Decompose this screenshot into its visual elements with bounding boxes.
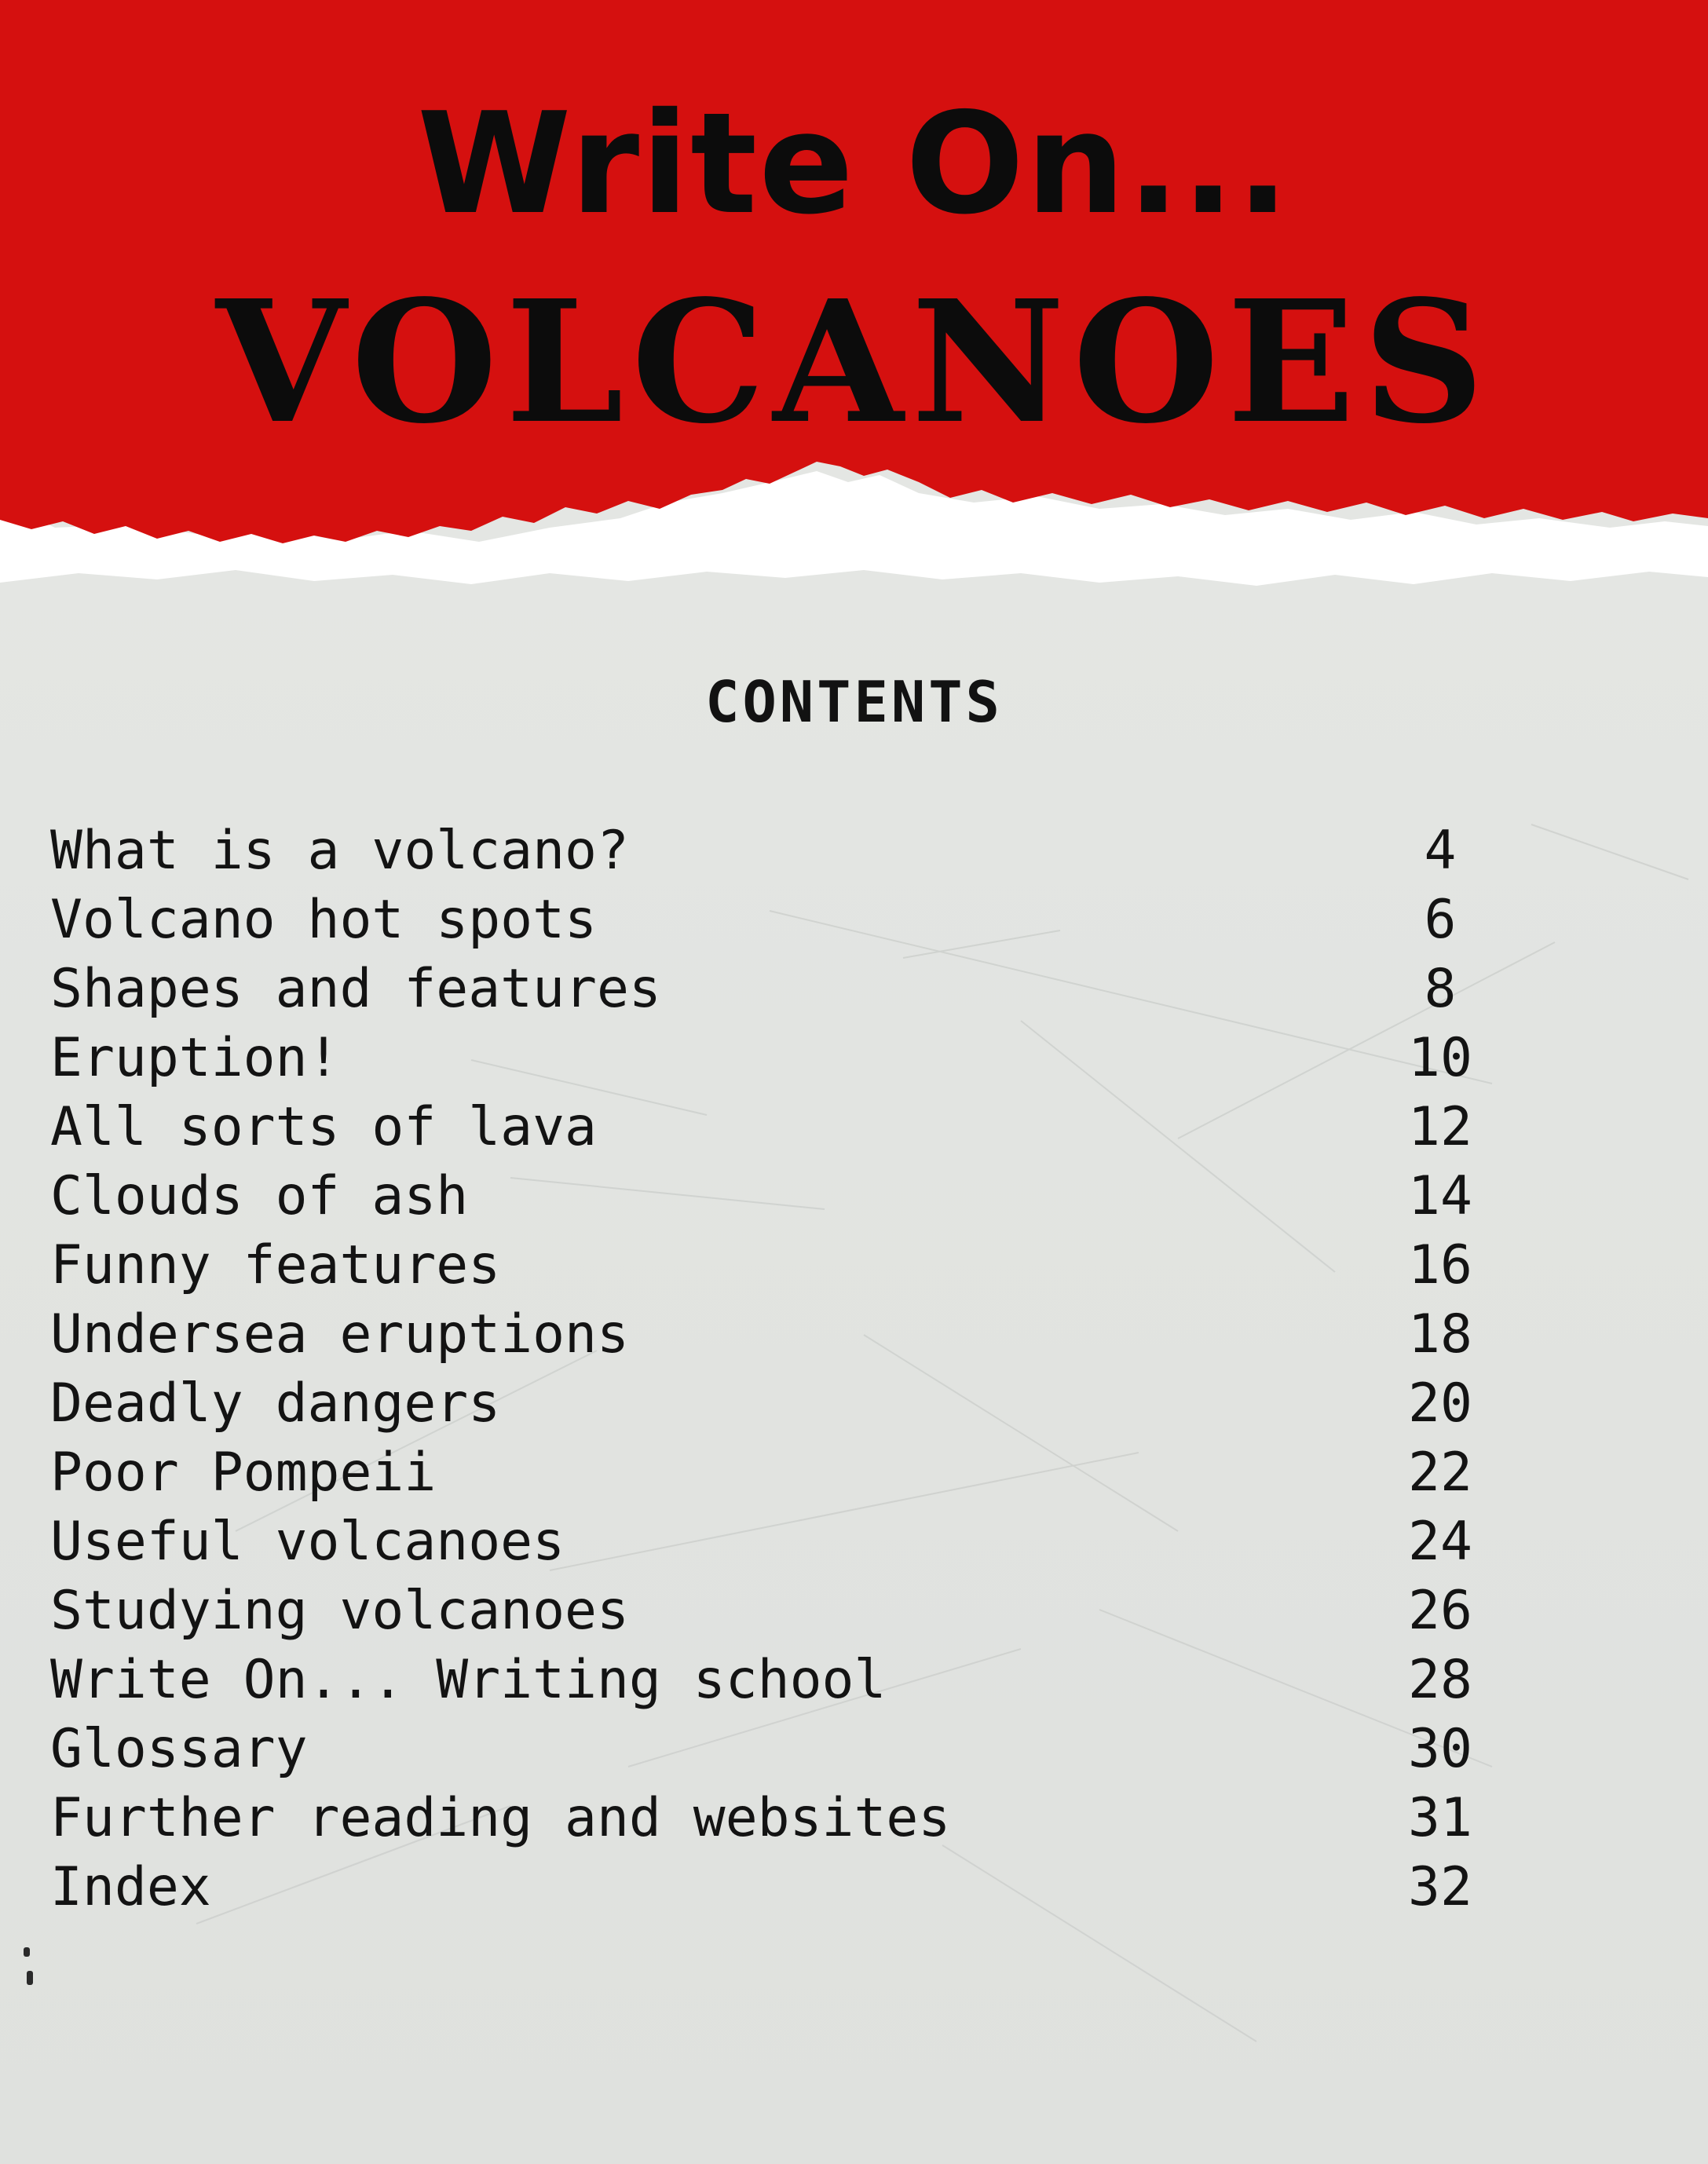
toc-entry-title: Clouds of ash: [50, 1165, 469, 1227]
toc-entry-title: Deadly dangers: [50, 1373, 501, 1435]
toc-entry-title: Undersea eruptions: [50, 1303, 629, 1365]
toc-entry-title: Useful volcanoes: [50, 1511, 565, 1573]
toc-entry-page: 20: [1408, 1373, 1472, 1435]
toc-entry-title: Volcano hot spots: [50, 889, 597, 951]
toc-entry-title: Shapes and features: [50, 958, 661, 1020]
table-of-contents: [50, 817, 1487, 1922]
toc-entry: [50, 817, 1487, 886]
toc-entry-title: Write On... Writing school: [50, 1649, 887, 1711]
toc-entry-title: Funny features: [50, 1234, 501, 1296]
binding-mark: [27, 1971, 33, 1985]
toc-entry-title: Glossary: [50, 1718, 308, 1780]
toc-entry: [50, 1438, 1487, 1508]
toc-entry-title: Studying volcanoes: [50, 1580, 629, 1642]
toc-entry-page: 24: [1408, 1511, 1472, 1573]
toc-entry-title: Further reading and websites: [50, 1787, 951, 1849]
binding-mark: [24, 1947, 30, 1957]
toc-entry-page: 30: [1408, 1718, 1472, 1780]
toc-entry-title: Eruption!: [50, 1027, 340, 1089]
toc-entry: [50, 1577, 1487, 1646]
book-title-header: [0, 0, 1708, 503]
toc-entry: [50, 1369, 1487, 1438]
toc-entry: [50, 1715, 1487, 1784]
toc-entry-page: 14: [1408, 1165, 1472, 1227]
toc-entry-title: All sorts of lava: [50, 1096, 597, 1158]
toc-entry-page: 16: [1408, 1234, 1472, 1296]
toc-entry: [50, 1162, 1487, 1231]
toc-entry-page: 12: [1408, 1096, 1472, 1158]
toc-entry: [50, 886, 1487, 955]
toc-entry-page: 22: [1408, 1442, 1472, 1504]
toc-entry: [50, 1853, 1487, 1922]
toc-entry-page: 10: [1408, 1027, 1472, 1089]
toc-entry-page: 8: [1424, 958, 1457, 1020]
toc-entry-title: Poor Pompeii: [50, 1442, 437, 1504]
toc-entry-page: 28: [1408, 1649, 1472, 1711]
toc-entry: [50, 1646, 1487, 1715]
toc-entry-page: 6: [1424, 889, 1457, 951]
toc-entry-page: 4: [1424, 820, 1457, 882]
series-title: Write On...: [417, 82, 1291, 245]
toc-entry-title: Index: [50, 1856, 211, 1918]
contents-heading: CONTENTS: [705, 669, 1003, 735]
toc-entry-page: 32: [1408, 1856, 1472, 1918]
toc-entry: [50, 1024, 1487, 1093]
toc-entry-page: 31: [1408, 1787, 1472, 1849]
toc-entry: [50, 1784, 1487, 1853]
toc-entry: [50, 1093, 1487, 1162]
toc-entry: [50, 1508, 1487, 1577]
book-title: VOLCANOES: [215, 264, 1493, 461]
toc-entry-page: 26: [1408, 1580, 1472, 1642]
toc-entry: [50, 1300, 1487, 1369]
toc-entry: [50, 955, 1487, 1024]
toc-entry-page: 18: [1408, 1303, 1472, 1365]
toc-entry: [50, 1231, 1487, 1300]
toc-entry-title: What is a volcano?: [50, 820, 629, 882]
